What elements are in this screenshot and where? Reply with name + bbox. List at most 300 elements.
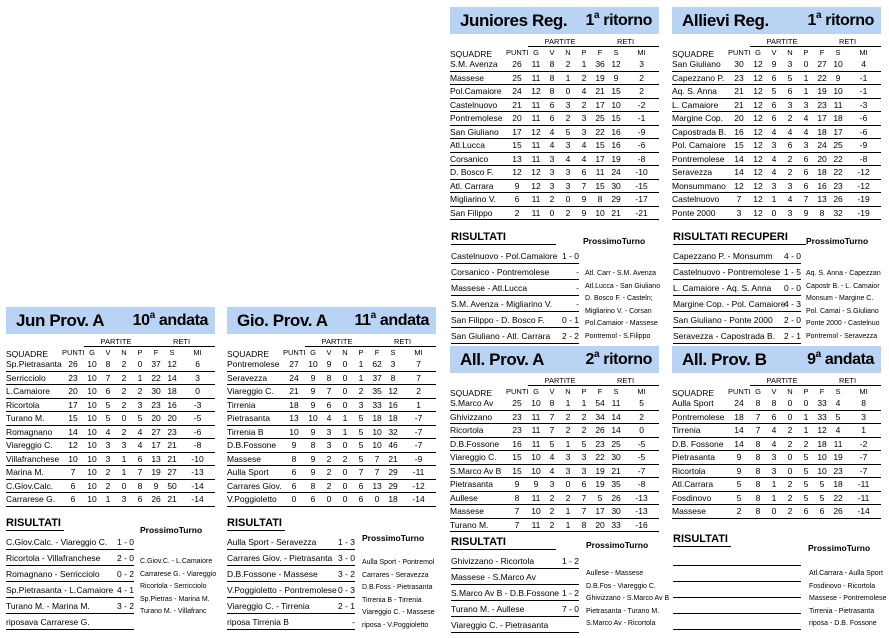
match-score: 2 - 2 bbox=[561, 331, 579, 341]
round-number: 1 bbox=[807, 11, 817, 29]
match-score: 0 - 2 bbox=[116, 569, 134, 579]
stat-cell: -19 bbox=[846, 206, 881, 220]
stat-cell: 5 bbox=[830, 410, 846, 424]
stat-cell: 4 bbox=[576, 139, 592, 153]
stat-cell: 1 bbox=[116, 466, 132, 480]
squadre-header: SQUADRE bbox=[672, 387, 715, 397]
stat-cell: 5 bbox=[798, 451, 814, 465]
stat-cell: 13 bbox=[814, 193, 830, 207]
stat-cell: 16 bbox=[814, 179, 830, 193]
next-round-list bbox=[140, 556, 216, 619]
stat-cell: 12 bbox=[750, 125, 766, 139]
stat-cell: 3 bbox=[560, 451, 576, 465]
team-name: Massese bbox=[450, 505, 506, 519]
stat-cell: 8 bbox=[100, 358, 116, 371]
stat-cell: 3 bbox=[100, 452, 116, 466]
stat-cell: 10 bbox=[830, 58, 846, 71]
stat-cell: 13 bbox=[148, 452, 164, 466]
stat-cell: -1 bbox=[846, 71, 881, 85]
stat-cell: 23 bbox=[62, 371, 84, 385]
round-word: ritorno bbox=[825, 11, 874, 29]
col-header-punti: PUNTI bbox=[506, 386, 528, 396]
header-row bbox=[672, 386, 881, 398]
stat-cell: -8 bbox=[846, 152, 881, 166]
next-fixture: Carrarese G. - Viareggio bbox=[140, 570, 217, 578]
table-row bbox=[672, 58, 881, 71]
stat-cell: 2 bbox=[576, 71, 592, 85]
stat-cell: -21 bbox=[624, 206, 659, 220]
stat-cell: 23 bbox=[728, 71, 750, 85]
stat-cell: 10 bbox=[528, 451, 544, 465]
stat-cell: 8 bbox=[506, 491, 528, 505]
partite-header: PARTITE bbox=[528, 376, 592, 386]
match-score: - bbox=[352, 617, 355, 627]
stat-cell: 4 bbox=[544, 464, 560, 478]
table-row bbox=[450, 451, 659, 465]
stat-cell: -6 bbox=[180, 425, 215, 439]
match-score: 0 - 0 bbox=[783, 283, 801, 293]
col-header-p: P bbox=[137, 348, 143, 357]
match-teams: Massese - Atl.Lucca bbox=[451, 283, 528, 293]
partite-header: PARTITE bbox=[84, 337, 148, 347]
stat-cell: 27 bbox=[283, 358, 305, 371]
next-fixture: Ricortola - Serricciolo bbox=[140, 583, 207, 590]
stat-cell: 6 bbox=[544, 98, 560, 112]
stat-cell: 33 bbox=[608, 518, 624, 532]
stat-cell: 8 bbox=[305, 439, 321, 453]
stat-cell: -9 bbox=[846, 139, 881, 153]
stat-cell: -12 bbox=[846, 179, 881, 193]
stat-cell: 21 bbox=[164, 452, 180, 466]
header-row bbox=[672, 47, 881, 59]
team-name: Aq. S. Anna bbox=[672, 85, 728, 99]
stat-cell: 1 bbox=[798, 85, 814, 99]
stat-cell: 1 bbox=[116, 452, 132, 466]
stat-cell: -19 bbox=[846, 193, 881, 207]
stat-cell: 2 bbox=[560, 491, 576, 505]
col-header-n: N bbox=[565, 48, 571, 57]
panel-header bbox=[450, 346, 659, 373]
stat-cell: -5 bbox=[624, 437, 659, 451]
stat-cell: 2 bbox=[798, 437, 814, 451]
team-name: Ricortola bbox=[672, 464, 728, 478]
stat-cell: 0 bbox=[116, 479, 132, 493]
next-fixture: Pontremol - Seravezza bbox=[806, 332, 878, 340]
stat-cell: 24 bbox=[283, 371, 305, 385]
stat-cell: 9 bbox=[148, 479, 164, 493]
match-score: 7 - 0 bbox=[561, 604, 579, 614]
team-name: Atl.Lucca bbox=[450, 139, 506, 153]
stat-cell: 19 bbox=[148, 466, 164, 480]
stat-cell: 62 bbox=[369, 358, 385, 371]
stat-cell: 2 bbox=[560, 58, 576, 71]
stat-cell: -14 bbox=[180, 493, 215, 507]
table-row bbox=[450, 518, 659, 532]
table-row bbox=[6, 493, 215, 507]
stat-cell: 2 bbox=[782, 478, 798, 492]
stat-cell: 37 bbox=[369, 371, 385, 385]
table-row bbox=[450, 193, 659, 207]
match-teams: Castelnuovo - Pol.Camaiore bbox=[451, 251, 558, 261]
table-row bbox=[227, 371, 436, 385]
round-word: andata bbox=[379, 311, 429, 329]
table-row bbox=[227, 412, 436, 426]
table-row bbox=[672, 397, 881, 410]
stat-cell: 26 bbox=[148, 493, 164, 507]
standings-table bbox=[450, 376, 659, 532]
stat-cell: 12 bbox=[528, 166, 544, 180]
stat-cell: 10 bbox=[592, 206, 608, 220]
stat-cell: 16 bbox=[728, 125, 750, 139]
match-teams: Castelnuovo - Pontremolese bbox=[673, 267, 781, 277]
stat-cell: 4 bbox=[321, 412, 337, 426]
results-title: RISULTATI bbox=[6, 517, 64, 531]
stat-cell: 20 bbox=[164, 412, 180, 426]
round-word: ritorno bbox=[603, 11, 652, 29]
table-row bbox=[450, 437, 659, 451]
stat-cell: 4 bbox=[100, 425, 116, 439]
team-name: Atl. Carrara bbox=[450, 179, 506, 193]
round-label bbox=[585, 9, 652, 30]
stat-cell: 14 bbox=[728, 166, 750, 180]
col-header-f: F bbox=[374, 348, 380, 357]
stat-cell: 4 bbox=[132, 425, 148, 439]
stat-cell: -7 bbox=[624, 464, 659, 478]
match-score: 3 - 2 bbox=[337, 569, 355, 579]
stat-cell: 23 bbox=[506, 424, 528, 438]
team-name: Pietrasanta bbox=[450, 478, 506, 492]
stat-cell: 21 bbox=[608, 206, 624, 220]
table-row bbox=[6, 412, 215, 426]
stat-cell: 1 bbox=[353, 371, 369, 385]
stat-cell: 7 bbox=[369, 452, 385, 466]
stat-cell: 2 bbox=[576, 410, 592, 424]
stat-cell: 10 bbox=[84, 425, 100, 439]
stat-cell: 7 bbox=[544, 410, 560, 424]
stat-cell: 3 bbox=[560, 179, 576, 193]
stat-cell: 8 bbox=[321, 371, 337, 385]
stat-cell: 3 bbox=[100, 439, 116, 453]
stat-cell: 6 bbox=[814, 505, 830, 519]
results-title: RISULTATI bbox=[451, 536, 556, 550]
stat-cell: 12 bbox=[506, 166, 528, 180]
col-header-f: F bbox=[597, 48, 603, 57]
stat-cell: 11 bbox=[528, 410, 544, 424]
next-fixture: Atl.Carrara - Aulla Sport bbox=[809, 570, 883, 577]
match-teams: Capezzano P. - Monsumm bbox=[673, 251, 773, 261]
stat-cell: -5 bbox=[180, 412, 215, 426]
stat-cell: 9 bbox=[305, 371, 321, 385]
stat-cell: 1 bbox=[576, 58, 592, 71]
table-row bbox=[672, 491, 881, 505]
team-name: Corsanico bbox=[450, 152, 506, 166]
stat-cell: 8 bbox=[283, 452, 305, 466]
stat-cell: 6 bbox=[353, 479, 369, 493]
stat-cell: 8 bbox=[544, 397, 560, 410]
next-fixture: C.Giov.C. - L.Camaiore bbox=[140, 558, 213, 565]
match-teams: San Giuliano - Atl. Carrara bbox=[451, 331, 551, 341]
table-row bbox=[450, 410, 659, 424]
stat-cell: 3 bbox=[116, 439, 132, 453]
stat-cell: 0 bbox=[782, 464, 798, 478]
stat-cell: 12 bbox=[750, 206, 766, 220]
stat-cell: 8 bbox=[750, 491, 766, 505]
stat-cell: 10 bbox=[528, 464, 544, 478]
stat-cell: 0 bbox=[798, 58, 814, 71]
partite-header: PARTITE bbox=[305, 337, 369, 347]
stat-cell: 14 bbox=[608, 410, 624, 424]
next-round-title: ProssimoTurno bbox=[586, 540, 649, 550]
team-name: Capezzano P. bbox=[672, 71, 728, 85]
stat-cell: 34 bbox=[592, 410, 608, 424]
stat-cell: 6 bbox=[353, 493, 369, 507]
col-header-v: V bbox=[771, 387, 777, 396]
next-fixture: Turano M. - Villafranc bbox=[140, 608, 207, 615]
stat-cell: 27 bbox=[164, 466, 180, 480]
squadre-header: SQUADRE bbox=[227, 348, 270, 358]
col-header-p: P bbox=[358, 348, 364, 357]
col-header-s: S bbox=[613, 48, 619, 57]
stat-cell: 11 bbox=[528, 424, 544, 438]
stat-cell: -7 bbox=[401, 439, 436, 453]
stat-cell: -11 bbox=[846, 491, 881, 505]
stat-cell: 0 bbox=[337, 371, 353, 385]
stat-cell: 14 bbox=[62, 425, 84, 439]
stat-cell: 19 bbox=[592, 464, 608, 478]
team-name: D.B.Fossone bbox=[450, 437, 506, 451]
match-score: - bbox=[576, 283, 579, 293]
stat-cell: 2 bbox=[401, 385, 436, 399]
match-score: - bbox=[576, 267, 579, 277]
stat-cell: -14 bbox=[846, 505, 881, 519]
stat-cell: 2 bbox=[544, 491, 560, 505]
stat-cell: 5 bbox=[353, 439, 369, 453]
stat-cell: 7 bbox=[750, 424, 766, 438]
stat-cell: 8 bbox=[576, 518, 592, 532]
reti-header: RETI bbox=[814, 376, 881, 386]
match-score: 2 - 0 bbox=[116, 553, 134, 563]
reti-header: RETI bbox=[814, 37, 881, 47]
stat-cell: 0 bbox=[369, 493, 385, 507]
stat-cell: 1 bbox=[560, 518, 576, 532]
stat-cell: 16 bbox=[506, 437, 528, 451]
round-superscript: a bbox=[594, 9, 600, 21]
col-header-n: N bbox=[121, 348, 127, 357]
stat-cell: -6 bbox=[624, 139, 659, 153]
stat-cell: 0 bbox=[337, 466, 353, 480]
stat-cell: 30 bbox=[608, 451, 624, 465]
stat-cell: -7 bbox=[846, 451, 881, 465]
stat-cell: 6 bbox=[766, 410, 782, 424]
header-row bbox=[227, 337, 436, 347]
header-row bbox=[450, 386, 659, 398]
stat-cell: 33 bbox=[814, 397, 830, 410]
stat-cell: 18 bbox=[814, 437, 830, 451]
stat-cell: 17 bbox=[814, 112, 830, 126]
stat-cell: 10 bbox=[814, 451, 830, 465]
table-row bbox=[6, 466, 215, 480]
stat-cell: 8 bbox=[750, 397, 766, 410]
table-row bbox=[672, 193, 881, 207]
table-row bbox=[450, 478, 659, 492]
stat-cell: 12 bbox=[750, 193, 766, 207]
col-header-g: G bbox=[755, 48, 761, 57]
stat-cell: 21 bbox=[283, 385, 305, 399]
stat-cell: 5 bbox=[353, 412, 369, 426]
stat-cell: 12 bbox=[528, 179, 544, 193]
stat-cell: 15 bbox=[592, 179, 608, 193]
team-name: Romagnano bbox=[6, 425, 62, 439]
stat-cell: 8 bbox=[750, 505, 766, 519]
stat-cell: 18 bbox=[385, 412, 401, 426]
stat-cell: -8 bbox=[180, 439, 215, 453]
stat-cell: 6 bbox=[766, 71, 782, 85]
table-row bbox=[672, 424, 881, 438]
stat-cell: 2 bbox=[576, 98, 592, 112]
stat-cell: 9 bbox=[576, 206, 592, 220]
standings-panel bbox=[450, 7, 659, 220]
stat-cell: 20 bbox=[62, 385, 84, 399]
stat-cell: 22 bbox=[830, 152, 846, 166]
stat-cell: 3 bbox=[782, 98, 798, 112]
stat-cell: 2 bbox=[782, 112, 798, 126]
table-row bbox=[672, 85, 881, 99]
stat-cell: 7 bbox=[728, 193, 750, 207]
stat-cell: 3 bbox=[560, 464, 576, 478]
stat-cell: 5 bbox=[353, 452, 369, 466]
stat-cell: 2 bbox=[544, 505, 560, 519]
stat-cell: 24 bbox=[608, 166, 624, 180]
stat-cell: 25 bbox=[506, 71, 528, 85]
stat-cell: 20 bbox=[814, 152, 830, 166]
standings-panel bbox=[672, 346, 881, 519]
stat-cell: 5 bbox=[132, 412, 148, 426]
stat-cell: 7 bbox=[576, 491, 592, 505]
team-name: Tirrenia B bbox=[227, 425, 283, 439]
table-row bbox=[450, 125, 659, 139]
stat-cell: 3 bbox=[544, 166, 560, 180]
stat-cell: 7 bbox=[506, 505, 528, 519]
stat-cell: 2 bbox=[782, 491, 798, 505]
partite-header: PARTITE bbox=[750, 376, 814, 386]
stat-cell: 35 bbox=[369, 385, 385, 399]
table-row bbox=[672, 451, 881, 465]
stat-cell: 3 bbox=[766, 139, 782, 153]
table-row bbox=[227, 479, 436, 493]
stat-cell: 7 bbox=[353, 466, 369, 480]
stat-cell: -11 bbox=[401, 466, 436, 480]
team-name: San Giuliano bbox=[450, 125, 506, 139]
panel-title: All. Prov. A bbox=[460, 349, 544, 369]
col-header-v: V bbox=[326, 348, 332, 357]
team-name: Pontremolese bbox=[450, 112, 506, 126]
match-teams: Turano M. - Marina M. bbox=[6, 601, 90, 611]
stat-cell: 2 bbox=[560, 410, 576, 424]
stat-cell: 21 bbox=[728, 85, 750, 99]
table-row bbox=[672, 152, 881, 166]
stat-cell: 15 bbox=[506, 139, 528, 153]
stat-cell: 21 bbox=[592, 85, 608, 99]
col-header-mi: MI bbox=[637, 387, 646, 396]
next-fixture: S.Marco Av - Ricortola bbox=[586, 620, 656, 627]
team-name: S.Marco Av B bbox=[450, 464, 506, 478]
stat-cell: 4 bbox=[576, 85, 592, 99]
stat-cell: 21 bbox=[164, 439, 180, 453]
stat-cell: 3 bbox=[544, 152, 560, 166]
stat-cell: 11 bbox=[528, 437, 544, 451]
stat-cell: 6 bbox=[798, 166, 814, 180]
next-fixture: Pietrasanta - Turano M. bbox=[586, 607, 660, 615]
stat-cell: 22 bbox=[592, 125, 608, 139]
stat-cell: 6 bbox=[132, 493, 148, 507]
stat-cell: 5 bbox=[576, 437, 592, 451]
panel-title: Gio. Prov. A bbox=[237, 310, 328, 330]
stat-cell: 4 bbox=[560, 152, 576, 166]
stat-cell: -13 bbox=[624, 491, 659, 505]
round-number: 10 bbox=[132, 311, 150, 329]
stat-cell: 7 bbox=[369, 466, 385, 480]
table-row bbox=[672, 437, 881, 451]
stat-cell: -3 bbox=[846, 98, 881, 112]
stat-cell: 11 bbox=[592, 166, 608, 180]
match-teams: S.Marco Av B - D.B.Fossone bbox=[451, 588, 560, 598]
col-header-s: S bbox=[835, 48, 841, 57]
stat-cell: 3 bbox=[321, 425, 337, 439]
stat-cell: 1 bbox=[337, 425, 353, 439]
team-name: Castelnuovo bbox=[672, 193, 728, 207]
col-header-p: P bbox=[803, 387, 809, 396]
stat-cell: 18 bbox=[369, 412, 385, 426]
stat-cell: 0 bbox=[782, 410, 798, 424]
stat-cell: 1 bbox=[100, 493, 116, 507]
stat-cell: 23 bbox=[814, 98, 830, 112]
stat-cell: 12 bbox=[750, 139, 766, 153]
stat-cell: 6 bbox=[62, 479, 84, 493]
stat-cell: 6 bbox=[798, 179, 814, 193]
stat-cell: 17 bbox=[62, 398, 84, 412]
stat-cell: 3 bbox=[624, 58, 659, 71]
match-teams: riposa Tirrenia B bbox=[227, 617, 289, 627]
stat-cell: 9 bbox=[506, 179, 528, 193]
stat-cell: 9 bbox=[305, 466, 321, 480]
col-header-f: F bbox=[819, 387, 825, 396]
team-name: San Filippo bbox=[450, 206, 506, 220]
stat-cell: 3 bbox=[798, 98, 814, 112]
stat-cell: 16 bbox=[164, 398, 180, 412]
stat-cell: 18 bbox=[385, 493, 401, 507]
stat-cell: 10 bbox=[369, 425, 385, 439]
stat-cell: 7 bbox=[576, 505, 592, 519]
stat-cell: 2 bbox=[116, 425, 132, 439]
stat-cell: 29 bbox=[608, 193, 624, 207]
header-row bbox=[450, 376, 659, 386]
stat-cell: 0 bbox=[624, 424, 659, 438]
stat-cell: 3 bbox=[846, 410, 881, 424]
team-name: Ponte 2000 bbox=[672, 206, 728, 220]
table-row bbox=[450, 112, 659, 126]
stat-cell: 8 bbox=[592, 193, 608, 207]
stat-cell: 11 bbox=[528, 518, 544, 532]
stat-cell: 6 bbox=[798, 505, 814, 519]
next-fixture: Capostr B. - L. Camaior bbox=[806, 282, 880, 290]
team-name: D. Bosco F. bbox=[450, 166, 506, 180]
stat-cell: -15 bbox=[624, 179, 659, 193]
stat-cell: -8 bbox=[624, 152, 659, 166]
stat-cell: 0 bbox=[116, 412, 132, 426]
stat-cell: 30 bbox=[148, 385, 164, 399]
match-teams: Carrares Giov. - Pietrasanta bbox=[227, 553, 333, 563]
col-header-mi: MI bbox=[859, 48, 868, 57]
